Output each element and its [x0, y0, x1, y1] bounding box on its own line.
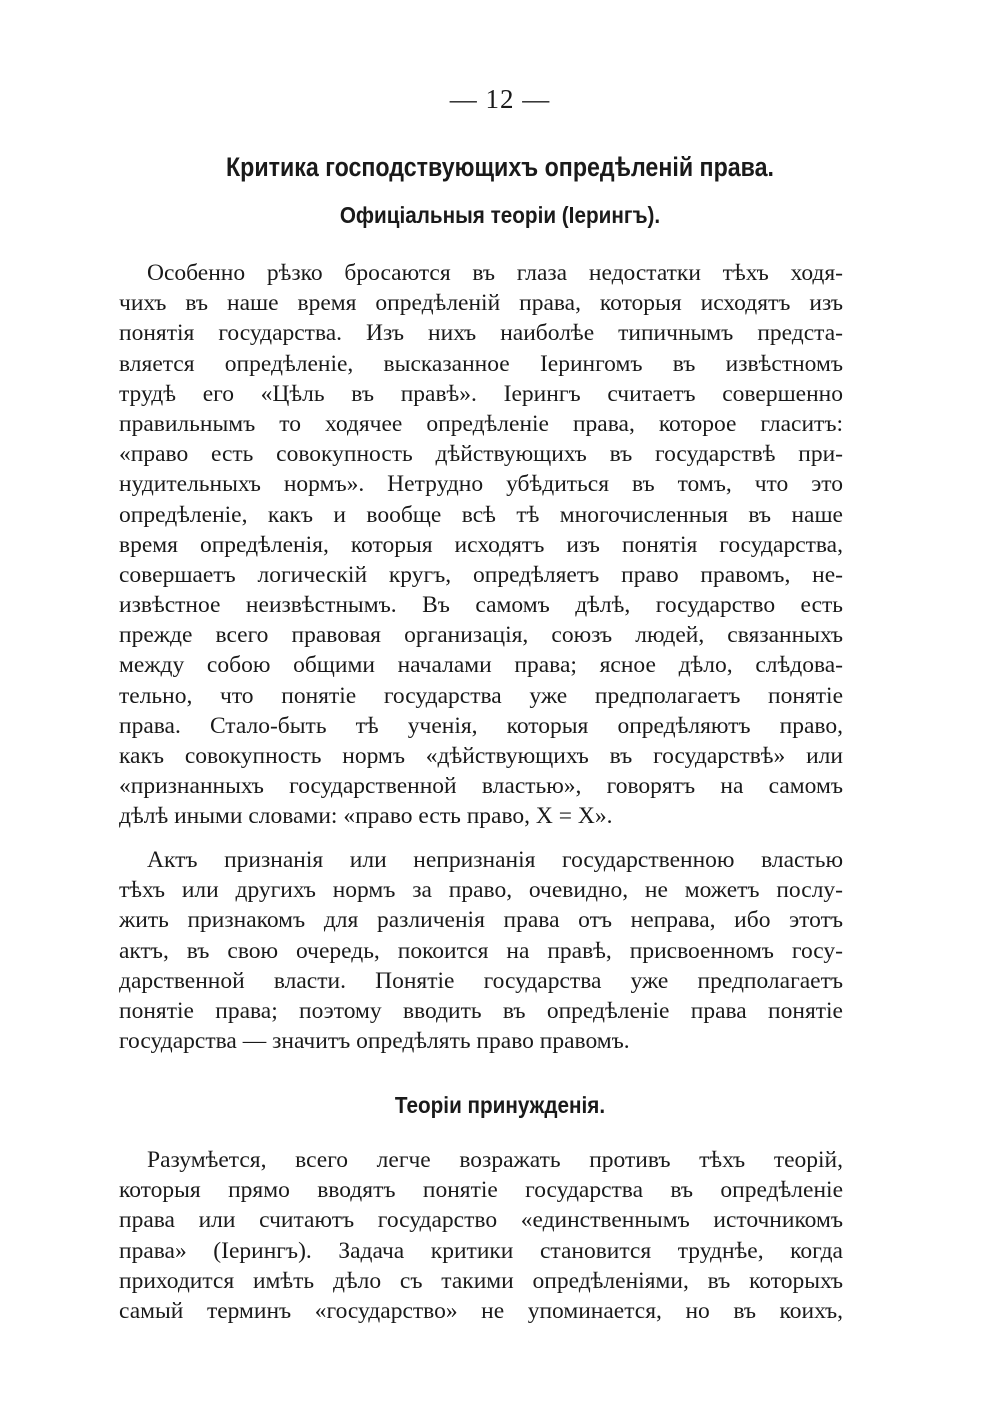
text-line: тѣхъ или другихъ нормъ за право, очевидно, не можетъ послу- [119, 877, 843, 904]
text-line: права» (Іерингъ). Задача критики становится труднѣе, когда [119, 1237, 843, 1264]
text-line: трудѣ его «Цѣль въ правѣ». Іерингъ считаетъ совершенно [119, 380, 843, 407]
text-line: «признанныхъ государственной властью», говорятъ на самомъ [119, 773, 843, 800]
text-line: нудительныхъ нормъ». Нетрудно убѣдиться въ томъ, что это [119, 471, 843, 498]
text-line: прежде всего правовая организація, союзъ людей, связанныхъ [119, 622, 843, 649]
text-line: жить признакомъ для различенія права отъ неправа, ибо этотъ [119, 907, 843, 934]
text-line: дарственной власти. Понятіе государства уже предполагаетъ [119, 967, 843, 994]
text-line: между собою общими началами права; ясное дѣло, слѣдова- [119, 652, 843, 679]
text-line: понятіе права; поэтому вводить въ опредѣленіе права понятіе [119, 997, 843, 1024]
text-line: совершаетъ логическій кругъ, опредѣляетъ право правомъ, не- [119, 561, 843, 588]
section-title-coercion-theories: Теоріи принужденія. [394, 1092, 606, 1118]
text-line: государства — значитъ опредѣлять право правомъ. [119, 1028, 630, 1055]
text-line: которыя прямо вводятъ понятіе государства въ опредѣленіе [119, 1177, 843, 1204]
text-line: Разумѣется, всего легче возражать противъ тѣхъ теорій, [147, 1147, 843, 1173]
text-line: дѣлѣ иными словами: «право есть право, X = X». [119, 803, 613, 830]
text-line: понятія государства. Изъ нихъ наиболѣе типичнымъ предста- [119, 320, 843, 347]
chapter-title: Критика господствующихъ опредѣленій права. [225, 152, 775, 182]
text-line: время опредѣленія, которыя исходятъ изъ понятія государства, [119, 531, 843, 558]
text-line: вляется опредѣленіе, высказанное Іерингомъ въ извѣстномъ [119, 350, 843, 377]
text-line: какъ совокупность нормъ «дѣйствующихъ въ государствѣ» или [119, 743, 843, 769]
text-line: тельно, что понятіе государства уже предполагаетъ понятіе [119, 682, 843, 709]
page-number: — 12 — [449, 84, 551, 114]
text-line: Актъ признанія или непризнанія государственною властью [147, 847, 843, 873]
paragraph-official-theories-2 [119, 845, 843, 1056]
text-line: Особенно рѣзко бросаются въ глаза недостатки тѣхъ ходя- [147, 260, 843, 286]
text-line: права или считаютъ государство «единственнымъ источникомъ [119, 1207, 843, 1234]
text-line: приходится имѣть дѣло съ такими опредѣленіями, въ которыхъ [119, 1267, 843, 1294]
text-line: правильнымъ то ходячее опредѣленіе права, которое гласитъ: [119, 410, 843, 437]
section-title-official-theories: Офиціальныя теоріи (Іерингъ). [339, 202, 661, 228]
text-line: самый терминъ «государство» не упоминается, но въ коихъ, [119, 1297, 843, 1324]
text-line: опредѣленіе, какъ и вообще всѣ тѣ многочисленныя въ наше [119, 501, 843, 528]
paragraph-official-theories-1 [119, 258, 843, 832]
text-line: актъ, въ свою очередь, покоится на правѣ, присвоенномъ госу- [119, 937, 843, 964]
text-line: чихъ въ наше время опредѣленій права, которыя исходятъ изъ [119, 290, 843, 317]
text-line: права. Стало-быть тѣ ученія, которыя опредѣляютъ право, [119, 712, 843, 739]
paragraph-coercion-theories-1 [119, 1145, 843, 1326]
text-line: извѣстное неизвѣстнымъ. Въ самомъ дѣлѣ, государство есть [119, 592, 843, 619]
text-line: «право есть совокупность дѣйствующихъ въ государствѣ при- [119, 441, 843, 468]
